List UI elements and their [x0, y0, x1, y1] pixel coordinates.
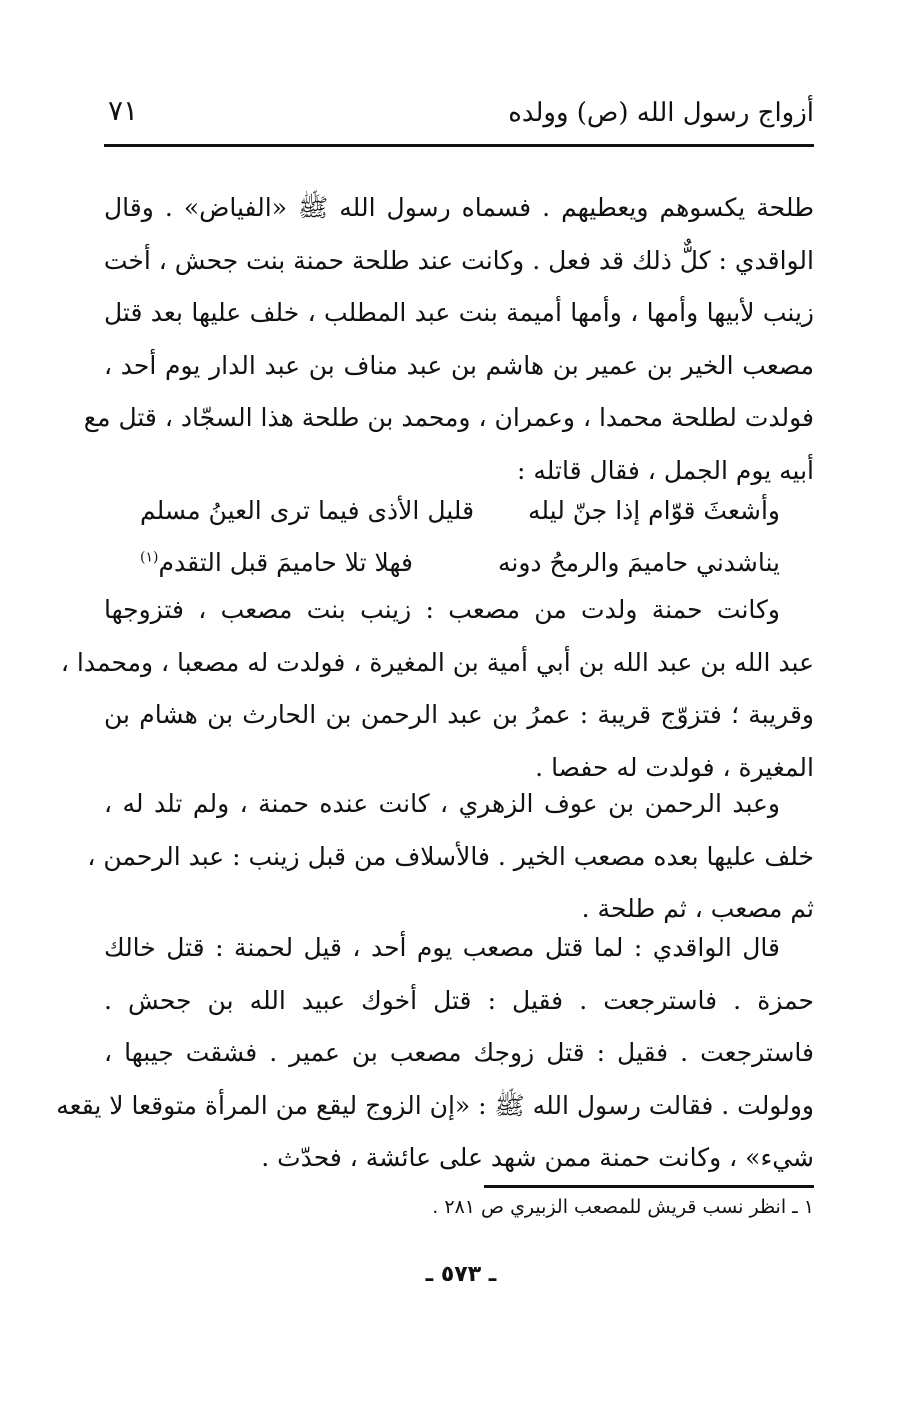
text-line: وقريبة ؛ فتزوّج قريبة : عمرُ بن عبد الرحمن بن الحارث بن هشام بن	[104, 700, 814, 729]
poem-verse-1	[140, 496, 780, 548]
text-line: أبيه يوم الجمل ، فقال قاتله :	[516, 455, 814, 485]
verse-second-hemistich	[140, 548, 413, 577]
running-header-title: أزواج رسول الله (ص) وولده	[508, 98, 814, 128]
text-line: وعبد الرحمن بن عوف الزهري ، كانت عنده حمنة ، ولم تلد له ،	[104, 789, 780, 818]
paragraph-3	[87, 778, 814, 936]
footnote-rule	[484, 1185, 814, 1188]
text-line: فاسترجعت . فقيل : قتل زوجك مصعب بن عمير . فشقت جيبها ،	[104, 1038, 814, 1067]
text-line: حمزة . فاسترجعت . فقيل : قتل أخوك عبيد الله بن جحش .	[104, 985, 814, 1015]
footnote-reference: (١)	[140, 549, 159, 566]
text-line: زينب لأبيها وأمها ، وأمها أميمة بنت عبد المطلب ، خلف عليها بعد قتل	[104, 298, 814, 327]
paragraph-4	[56, 922, 814, 1185]
running-header-number: ٧١	[108, 94, 139, 127]
text-line: طلحة يكسوهم ويعطيهم . فسماه رسول الله ﷺ «الفياض» . وقال	[104, 193, 814, 222]
text-line: خلف عليها بعده مصعب الخير . فالأسلاف من قبل زينب : عبد الرحمن ،	[87, 841, 814, 871]
text-line: الواقدي : كلٌّ ذلك قد فعل . وكانت عند طلحة حمنة بنت جحش ، أخت	[103, 245, 814, 275]
text-line: ثم مصعب ، ثم طلحة .	[581, 894, 814, 923]
header-rule	[104, 144, 814, 147]
text-line: شيء» ، وكانت حمنة ممن شهد على عائشة ، فحدّث .	[261, 1143, 814, 1172]
paragraph-1	[83, 182, 814, 497]
text-line: مصعب الخير بن عمير بن هاشم بن عبد مناف بن عبد الدار يوم أحد ،	[104, 350, 814, 380]
text-line: وولولت . فقالت رسول الله ﷺ : «إن الزوج ليقع من المرأة متوقعا لا يقعه	[56, 1090, 814, 1120]
text-line: المغيرة ، فولدت له حفصا .	[535, 752, 814, 782]
verse-text: فهلا تلا حاميمَ قبل التقدم	[158, 548, 413, 577]
text-line: وكانت حمنة ولدت من مصعب : زينب بنت مصعب ، فتزوجها	[104, 595, 780, 624]
verse-second-hemistich: قليل الأذى فيما ترى العينُ مسلم	[140, 496, 475, 525]
text-line: قال الواقدي : لما قتل مصعب يوم أحد ، قيل لحمنة : قتل خالك	[104, 933, 780, 962]
verse-first-hemistich: يناشدني حاميمَ والرمحُ دونه	[498, 548, 780, 577]
page-number: ـ ٥٧٣ ـ	[425, 1262, 497, 1287]
verse-first-hemistich: وأشعثَ قوّام إذا جنّ ليله	[527, 496, 780, 525]
footnote: ١ ـ انظر نسب قريش للمصعب الزبيري ص ٢٨١ .	[432, 1196, 814, 1218]
paragraph-2	[60, 584, 814, 794]
text-line: فولدت لطلحة محمدا ، وعمران ، ومحمد بن طلحة هذا السجّاد ، قتل مع	[83, 403, 814, 432]
text-line: عبد الله بن عبد الله بن أبي أمية بن المغيرة ، فولدت له مصعبا ، ومحمدا ،	[60, 647, 814, 677]
